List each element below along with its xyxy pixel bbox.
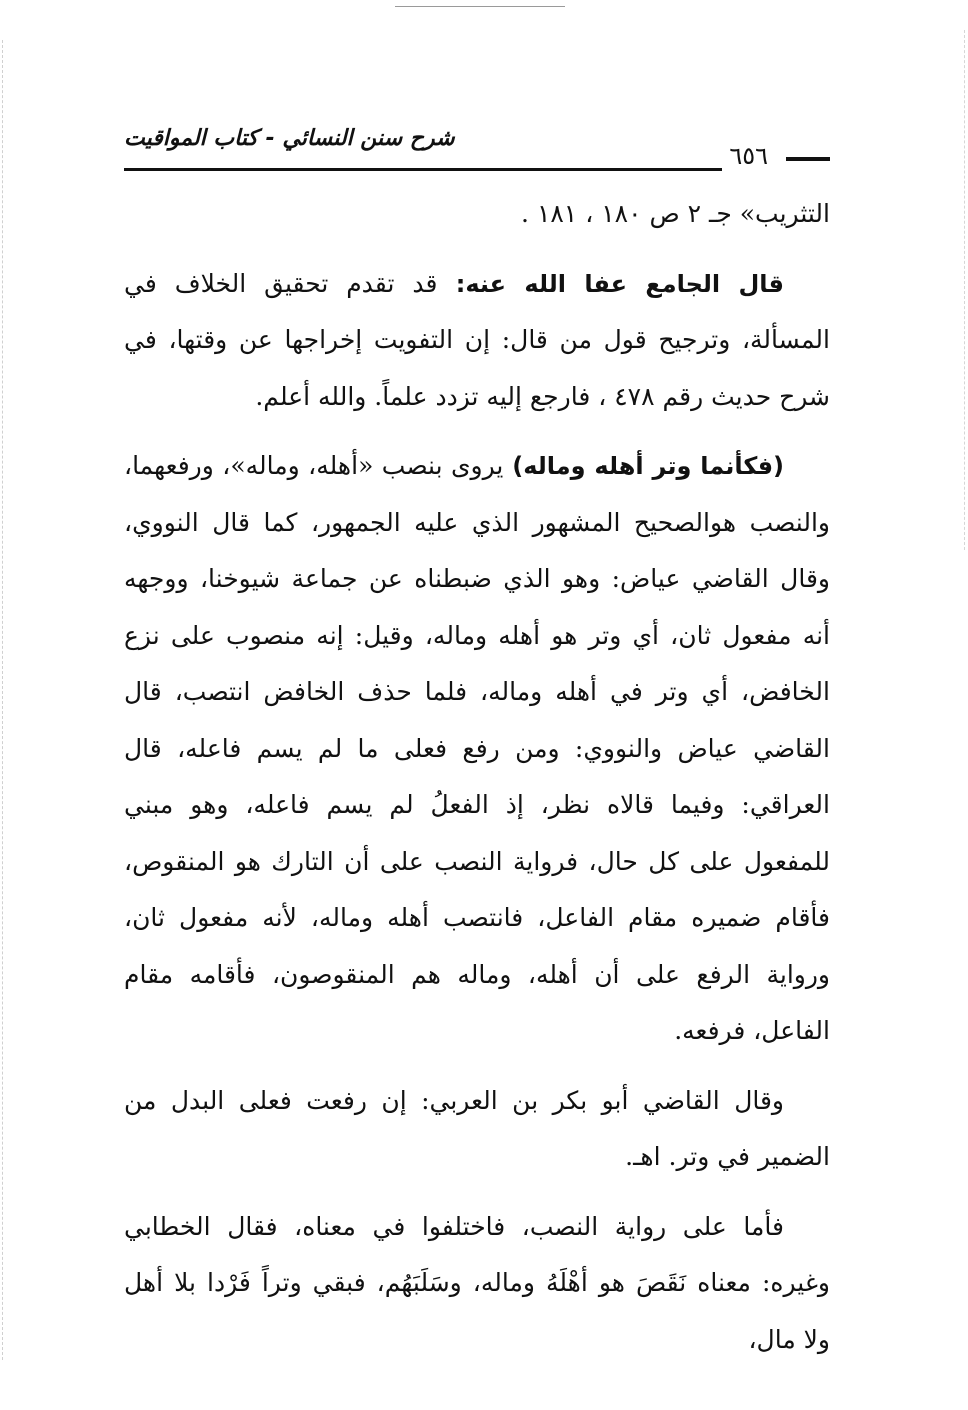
paragraph-text: التثريب» جـ ٢ ص ١٨٠ ، ١٨١ .: [521, 199, 830, 228]
paragraph-jami-comment: [124, 256, 830, 426]
paragraph-hadith-explanation: [124, 438, 830, 1060]
paragraph-lead: قال الجامع عفا الله عنه:: [437, 269, 784, 298]
page-number: ٦٥٦: [729, 142, 768, 170]
paragraph-text: وقال القاضي أبو بكر بن العربي: إن رفعت فعلى البدل من الضمير في وتر. اهـ.: [124, 1085, 830, 1171]
page-header: [124, 118, 830, 176]
paragraph-text: قد تقدم تحقيق الخلاف في المسألة، وترجيح قول من قال: إن التفويت إخراجها عن وقتها، في شرح حديث رقم ٤٧٨ ، فارجع إليه تزدد علماً. والله أعلم.: [124, 268, 830, 411]
scan-right-edge: [964, 30, 965, 550]
page-number-dash: [786, 157, 830, 161]
paragraph-khattabi: [124, 1199, 830, 1369]
paragraph-ibn-arabi: [124, 1073, 830, 1186]
paragraph-text: يروى بنصب «أهله، وماله»، ورفعهما، والنصب هوالصحيح المشهور الذي عليه الجمهور، كما قال النووي، وقال القاضي عياض: وهو الذي ضبطناه عن جماعة شيوخنا، ووجهه أنه مفعول ثان، أي وتر هو أهله وماله، وقيل: إنه منصوب على نزع الخافض، أي وتر في أهله وماله، فلما حذف الخافض انتصب، قال القاضي عياض والنووي: ومن رفع فعلى ما لم يسم فاعله، قال العراقي: وفيما قالاه نظر، إذ الفعلُ لم يسم فاعله، وهو مبني للمفعول على كل حال، فرواية النصب على أن التارك هو المنقوص، فأقام ضميره مقام الفاعل، فانتصب أهله وماله، لأنه مفعول ثان، ورواية الرفع على أن أهله، وماله هم المنقوصون، فأقامه مقام الفاعل، فرفعه.: [124, 451, 830, 1045]
running-title: شرح سنن النسائي - كتاب المواقيت: [124, 126, 455, 151]
scan-left-edge: [2, 40, 3, 1360]
paragraph-lead: (فكأنما وتر أهله وماله): [503, 452, 784, 480]
top-edge-rule: [395, 6, 565, 7]
paragraph-text: فأما على رواية النصب، فاختلفوا في معناه، فقال الخطابي وغيره: معناه نَقَصَ هو أهْلَهُ وماله، وسَلَبَهُم، فبقي وتراً فَرْدا بلا أهل ولا مال،: [124, 1211, 830, 1354]
page-body: [124, 186, 830, 1368]
paragraph-continuation: [124, 186, 830, 243]
header-rule: [124, 168, 722, 171]
